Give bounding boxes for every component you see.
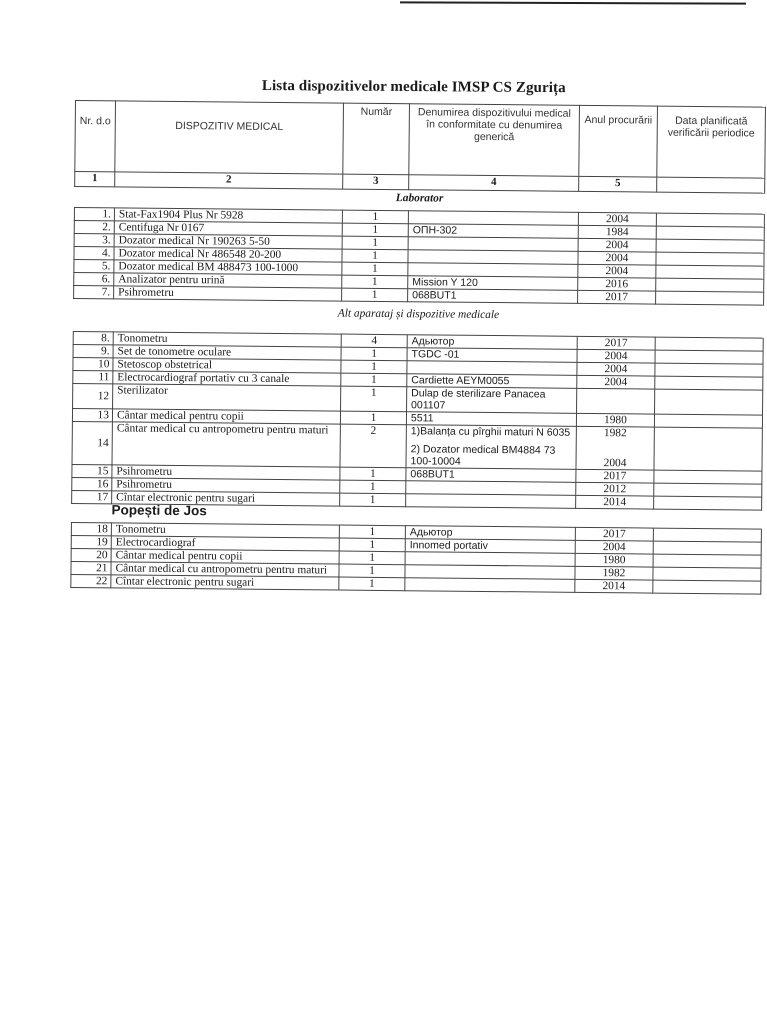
generic-name: 5511 <box>406 412 576 427</box>
purchase-year <box>576 426 654 470</box>
purchase-year: 2014 <box>576 495 654 509</box>
verification-date <box>655 376 763 390</box>
verification-date <box>654 414 762 428</box>
row-number: 6. <box>74 272 114 285</box>
purchase-year: 1984 <box>578 225 656 239</box>
col-index-3: 3 <box>343 174 409 190</box>
col-index-6 <box>657 177 765 193</box>
row-number: 13 <box>72 408 112 421</box>
section-alt: Alt aparataj și dispozitive medicale <box>73 298 763 338</box>
section-laborator: Laborator <box>74 187 764 215</box>
header-verification: Data planificată verificării periodice <box>657 106 766 178</box>
purchase-year: 2014 <box>575 579 653 593</box>
generic-name-2: 2) Dozator medical BM4884 73 100-10004 <box>410 443 556 468</box>
col-index-2: 2 <box>115 172 343 189</box>
page-title: Lista dispozitivelor medicale IMSP CS Zgurița <box>261 78 566 97</box>
row-number: 8. <box>73 331 113 344</box>
purchase-year: 2012 <box>576 482 654 496</box>
generic-name <box>405 578 575 593</box>
verification-date <box>653 567 761 581</box>
device-count: 1 <box>342 236 408 250</box>
row-number: 20 <box>71 548 111 561</box>
purchase-year: 2004 <box>575 540 653 554</box>
verification-date <box>656 265 764 279</box>
purchase-year: 2017 <box>575 527 653 541</box>
purchase-year-1: 1982 <box>603 427 627 440</box>
verification-date <box>653 528 761 542</box>
generic-name: TGDC -01 <box>407 348 577 363</box>
row-number: 3. <box>74 233 114 246</box>
device-table <box>70 100 766 595</box>
generic-name: Dulap de sterilizare Panacea 001107 <box>407 387 577 414</box>
verification-date <box>656 239 764 253</box>
verification-date <box>655 363 763 377</box>
verification-date <box>654 427 762 471</box>
generic-name: Innomed portativ <box>405 539 575 554</box>
row-number: 2. <box>74 220 114 233</box>
row-number: 4. <box>74 246 114 259</box>
device-name: Dozator medical BM 488473 100-1000 <box>114 260 342 275</box>
purchase-year: 2004 <box>578 212 656 226</box>
header-row <box>75 101 766 179</box>
device-name: Dozator medical Nr 190263 5-50 <box>114 234 342 249</box>
verification-date <box>656 278 764 292</box>
row-number: 12 <box>73 383 113 408</box>
row-number: 5. <box>74 259 114 272</box>
header-year: Anul procurării <box>579 105 658 177</box>
device-count: 1 <box>340 493 406 507</box>
generic-name: 068BUT1 <box>406 468 576 483</box>
popesti-rows <box>71 522 762 594</box>
purchase-year: 2004 <box>577 375 655 389</box>
header-nr: Nr. d.o <box>75 101 116 172</box>
table-row <box>72 421 762 471</box>
verification-date <box>656 226 764 240</box>
generic-name: Cardiette AEYM0055 <box>407 374 577 389</box>
device-count: 1 <box>339 551 405 565</box>
device-count: 1 <box>340 411 406 425</box>
device-count: 1 <box>339 538 405 552</box>
generic-name: Адьютор <box>407 335 577 350</box>
generic-name-1: 1)Balanța cu pîrghii maturi N 6035 <box>410 425 571 439</box>
device-count: 1 <box>339 564 405 578</box>
verification-date <box>654 483 762 497</box>
device-name: Stetoscop obstetrical <box>113 358 341 373</box>
device-name: Analizator pentru urină <box>114 273 342 288</box>
device-count: 1 <box>341 347 407 361</box>
device-count: 1 <box>342 262 408 276</box>
device-count: 1 <box>341 386 407 412</box>
verification-date <box>653 580 761 594</box>
purchase-year: 2017 <box>577 336 655 350</box>
device-count: 1 <box>342 249 408 263</box>
row-number: 14 <box>72 421 112 464</box>
device-count: 1 <box>339 577 405 591</box>
purchase-year: 2017 <box>576 469 654 483</box>
verification-date <box>655 337 763 351</box>
row-number: 11 <box>73 370 113 383</box>
device-name: Psihrometru <box>112 478 340 493</box>
device-count: 4 <box>341 334 407 348</box>
row-number: 1. <box>74 207 114 220</box>
device-name: Tonometru <box>113 332 341 347</box>
device-name: Electrocardiograf portativ cu 3 canale <box>113 371 341 386</box>
generic-name: Адьютор <box>405 526 575 541</box>
row-number: 10 <box>73 357 113 370</box>
device-count: 1 <box>342 275 408 289</box>
device-name: Stat-Fax1904 Plus Nr 5928 <box>114 208 342 223</box>
purchase-year: 1980 <box>576 413 654 427</box>
device-count: 1 <box>342 223 408 237</box>
verification-date <box>655 350 763 364</box>
header-generic: Denumirea dispozitivului medical în conformitate cu denumirea generică <box>409 104 580 177</box>
purchase-year: 2004 <box>578 238 656 252</box>
device-name: Dozator medical Nr 486548 20-200 <box>114 247 342 262</box>
row-number: 9. <box>73 344 113 357</box>
col-index-4: 4 <box>409 175 579 192</box>
alt-rows <box>72 331 764 510</box>
device-name: Psihrometru <box>114 286 342 301</box>
purchase-year: 2004 <box>578 251 656 265</box>
device-count: 1 <box>339 525 405 539</box>
row-number: 18 <box>71 522 111 535</box>
row-number: 15 <box>72 464 112 477</box>
purchase-year: 2004 <box>577 349 655 363</box>
purchase-year: 1980 <box>575 553 653 567</box>
device-count: 1 <box>342 288 408 302</box>
device-name: Electrocardiograf <box>111 536 339 551</box>
generic-name: Mission Y 120 <box>408 276 578 291</box>
verification-date <box>653 541 761 555</box>
device-count: 1 <box>341 373 407 387</box>
device-name: Cântar medical cu antropometru pentru maturi <box>111 562 339 577</box>
device-name: Centifuga Nr 0167 <box>114 221 342 236</box>
purchase-year: 2004 <box>577 362 655 376</box>
purchase-year: 2017 <box>578 290 656 304</box>
row-number: 7. <box>74 285 114 298</box>
section-popesti: Popești de Jos <box>71 503 761 529</box>
device-name: Cântar medical pentru copii <box>112 409 340 424</box>
purchase-year: 2004 <box>578 264 656 278</box>
row-number: 22 <box>71 574 111 587</box>
verification-date <box>656 291 764 305</box>
col-index-5: 5 <box>579 176 657 192</box>
purchase-year: 1982 <box>575 566 653 580</box>
purchase-year: 2016 <box>578 277 656 291</box>
device-name: Sterilizator <box>113 384 341 411</box>
device-count: 1 <box>342 210 408 224</box>
device-name: Tonometru <box>111 523 339 538</box>
generic-name: 068BUT1 <box>408 289 578 304</box>
device-name: Cântar medical pentru copii <box>111 549 339 564</box>
verification-date <box>654 496 762 510</box>
verification-date <box>654 470 762 484</box>
row-number: 21 <box>71 561 111 574</box>
device-count: 1 <box>340 480 406 494</box>
verification-date <box>656 252 764 266</box>
device-count: 1 <box>340 467 406 481</box>
laborator-rows <box>74 207 765 305</box>
row-number: 16 <box>72 477 112 490</box>
verification-date <box>653 554 761 568</box>
col-index-1: 1 <box>75 172 115 187</box>
header-count: Număr <box>343 103 410 175</box>
device-name: Cîntar electronic pentru sugari <box>111 575 339 590</box>
header-device: DISPOZITIV MEDICAL <box>115 101 344 174</box>
verification-date <box>656 213 764 227</box>
device-name: Cântar medical cu antropometru pentru maturi <box>112 422 340 467</box>
device-name: Cîntar electronic pentru sugari <box>112 491 340 506</box>
device-name: Set de tonometre oculare <box>113 345 341 360</box>
device-count: 1 <box>341 360 407 374</box>
verification-date <box>655 389 763 415</box>
row-number: 17 <box>72 490 112 503</box>
generic-name: ОПН-302 <box>408 224 578 239</box>
generic-name <box>406 425 576 470</box>
row-number: 19 <box>71 535 111 548</box>
purchase-year <box>577 388 655 414</box>
device-name: Psihrometru <box>112 465 340 480</box>
purchase-year-2: 2004 <box>603 457 627 470</box>
device-count: 2 <box>340 424 406 468</box>
